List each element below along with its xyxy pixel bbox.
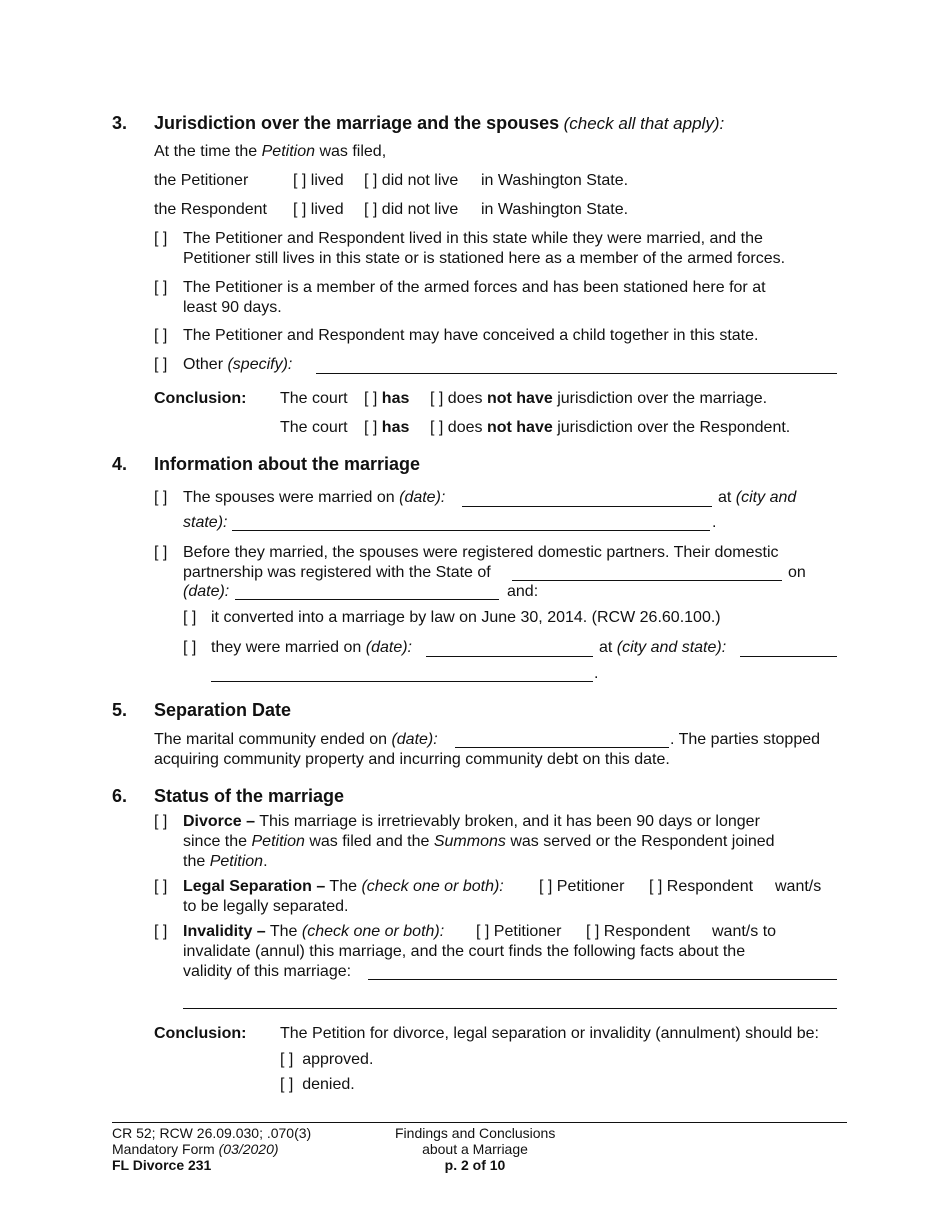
section-4-number: 4. [112,454,128,474]
period-1: . [712,514,717,531]
the-word: the [183,853,206,870]
respondent-label: the Respondent [154,201,267,218]
ls-respondent-checkbox[interactable] [649,878,753,896]
section-6-title: Status of the marriage [154,786,345,806]
legal-separation-line1 [183,878,504,896]
separation-date-input[interactable] [455,747,669,748]
checkbox-glyph: [ ] [364,390,378,407]
and-label: and: [507,583,539,600]
city-and-label: (city and [735,489,797,506]
footer-page-number: p. 2 of 10 [444,1157,506,1173]
section-5-number: 5. [112,700,128,720]
checkbox-glyph: [ ] [539,878,553,895]
petition-word: Petition [251,833,305,850]
ended-on-label: The marital community ended on [154,731,387,748]
section-3-title: Jurisdiction over the marriage and the spouses [154,113,560,133]
they-married-checkbox[interactable]: [ ] [183,639,197,656]
they-married-city-input-1[interactable] [740,656,837,657]
divorce-text-2a: since the [183,833,248,850]
check-one-note: (check one or both): [361,878,504,895]
dp-line1: Before they married, the spouses were registered domestic partners. Their domestic [183,544,779,561]
stopped-text: . The parties stopped [670,731,821,748]
petition-word: Petition [209,853,264,870]
invalidity-line3: validity of this marriage: [183,963,352,980]
separation-line1 [154,731,438,749]
divorce-text-2c: was served or the Respondent joined [510,833,775,850]
separation-line2: acquiring community property and incurring community debt on this date. [154,751,670,768]
approved-label: approved. [302,1051,374,1068]
denied-checkbox[interactable] [280,1076,355,1094]
has-label: has [381,419,410,436]
petitioner-lived-checkbox[interactable] [293,172,344,190]
the-word: The [269,923,298,940]
did-not-live-label: did not live [381,201,459,218]
mandatory-form-label: Mandatory Form [112,1141,215,1157]
married-on-text [183,489,445,507]
ls-petitioner-checkbox[interactable] [539,878,624,896]
divorce-label: Divorce – [183,813,256,830]
intro-petition: Petition [261,143,315,160]
not-have-label: not have [486,390,553,407]
not-have-jurisdiction-marriage-checkbox[interactable] [430,390,767,408]
date-label: (date): [391,731,438,748]
other-text: Other [183,356,224,373]
section-5-title: Separation Date [154,700,292,720]
s6-conclusion-text: The Petition for divorce, legal separation or invalidity (annulment) should be: [280,1025,819,1042]
inv-wants-to: want/s to [712,923,777,940]
divorce-line1 [183,813,760,831]
converted-text: it converted into a marriage by law on June 30, 2014. (RCW 26.60.100.) [211,609,721,626]
footer-middle [395,1125,555,1173]
checkbox-glyph: [ ] [280,1076,294,1093]
section-3-intro [154,143,386,161]
has-jurisdiction-respondent-checkbox[interactable] [364,419,409,437]
divorce-text-2b: was filed and the [309,833,430,850]
lived-label: lived [310,172,344,189]
legal-separation-line2: to be legally separated. [183,898,349,915]
jurisdiction-respondent-text: jurisdiction over the Respondent. [557,419,791,436]
inv-respondent-checkbox[interactable] [586,923,690,941]
section-3-number: 3. [112,113,128,133]
summons-word: Summons [433,833,506,850]
they-married-date-input[interactable] [426,656,593,657]
validity-facts-input-1[interactable] [368,979,837,980]
did-not-live-label: did not live [381,172,459,189]
other-specify-input[interactable] [316,373,837,374]
dp-state-input[interactable] [512,580,782,581]
checkbox-glyph: [ ] [649,878,663,895]
date-label: (date): [365,639,412,656]
petitioner-label: Petitioner [493,923,562,940]
checkbox-glyph: [ ] [430,419,444,436]
checkbox-glyph: [ ] [364,201,378,218]
checkbox-glyph: [ ] [280,1051,294,1068]
opt2-line1: The Petitioner is a member of the armed forces and has been stationed here for at [183,279,766,296]
the-word: The [329,878,357,895]
s3-conclusion-label: Conclusion: [154,390,247,407]
opt3-checkbox[interactable]: [ ] [154,327,168,344]
lived-label: lived [310,201,344,218]
intro-text-a: At the time the [154,143,258,160]
marriage-date-input[interactable] [462,506,712,507]
petitioner-in-wa: in Washington State. [481,172,629,189]
section-3-heading [154,113,724,134]
state-label: state): [183,514,228,531]
checkbox-glyph: [ ] [364,419,378,436]
ls-wants: want/s [775,878,822,895]
section-4-title: Information about the marriage [154,454,421,474]
has-jurisdiction-marriage-checkbox[interactable] [364,390,409,408]
form-date: (03/2020) [218,1141,279,1157]
footer-form-id: FL Divorce 231 [112,1157,212,1173]
footer-citation: CR 52; RCW 26.09.030; .070(3) [112,1125,312,1141]
on-label: on [788,564,806,581]
jurisdiction-marriage-text: jurisdiction over the marriage. [557,390,768,407]
section-3-title-note: (check all that apply): [563,114,725,133]
opt1-line2: Petitioner still lives in this state or is stationed here as a member of the armed forces. [183,250,786,267]
invalidity-label: Invalidity – [183,923,266,940]
invalidity-checkbox[interactable]: [ ] [154,923,168,940]
divorce-text-1: This marriage is irretrievably broken, and it has been 90 days or longer [259,813,760,830]
other-label [183,356,292,374]
footer-mandatory [112,1141,311,1157]
respondent-label: Respondent [666,878,754,895]
opt2-checkbox[interactable]: [ ] [154,279,168,296]
checkbox-glyph: [ ] [293,201,307,218]
they-married-city-input-2[interactable] [211,681,593,682]
court-text-2: The court [280,419,348,436]
opt1-checkbox[interactable]: [ ] [154,230,168,247]
dp-date-label: (date): [183,583,230,600]
married-on-checkbox[interactable]: [ ] [154,489,168,506]
checkbox-glyph: [ ] [364,172,378,189]
checkbox-glyph: [ ] [293,172,307,189]
does-label: does [447,390,483,407]
petitioner-label: the Petitioner [154,172,249,189]
has-label: has [381,390,410,407]
dp-date-input[interactable] [235,599,499,600]
footer-title-2: about a Marriage [422,1141,528,1157]
other-specify: (specify): [227,356,293,373]
petitioner-did-not-live-checkbox[interactable] [364,172,458,190]
court-text-1: The court [280,390,348,407]
s6-conclusion-label: Conclusion: [154,1025,247,1042]
divorce-line2 [183,833,775,851]
checkbox-glyph: [ ] [586,923,600,940]
invalidity-line2: invalidate (annul) this marriage, and the court finds the following facts about the [183,943,746,960]
at-label: at [718,489,732,506]
opt3-text: The Petitioner and Respondent may have conceived a child together in this state. [183,327,759,344]
respondent-lived-checkbox[interactable] [293,201,344,219]
at-city-and-label [718,489,796,507]
converted-checkbox[interactable]: [ ] [183,609,197,626]
at-city-state-label [599,639,726,657]
not-have-label: not have [486,419,553,436]
they-married-text [211,639,412,657]
domestic-partners-checkbox[interactable]: [ ] [154,544,168,561]
footer-rule [112,1122,847,1123]
check-one-note: (check one or both): [301,923,445,940]
checkbox-glyph: [ ] [476,923,490,940]
footer-left [112,1125,311,1173]
dp-line2: partnership was registered with the State of [183,564,491,581]
inv-petitioner-checkbox[interactable] [476,923,561,941]
not-have-jurisdiction-respondent-checkbox[interactable] [430,419,790,437]
petitioner-label: Petitioner [556,878,625,895]
date-label: (date): [399,489,446,506]
intro-text-c: was filed, [319,143,387,160]
approved-checkbox[interactable] [280,1051,373,1069]
section-6-number: 6. [112,786,128,806]
they-married-label: they were married on [211,639,362,656]
opt1-line1: The Petitioner and Respondent lived in this state while they were married, and the [183,230,763,247]
respondent-label: Respondent [603,923,691,940]
other-checkbox[interactable]: [ ] [154,356,168,373]
invalidity-line1 [183,923,444,941]
denied-label: denied. [302,1076,355,1093]
validity-facts-input-2[interactable] [183,1008,837,1009]
footer-title-1: Findings and Conclusions [395,1125,556,1141]
marriage-city-state-input[interactable] [232,530,710,531]
divorce-line3 [183,853,268,871]
married-on-label: The spouses were married on [183,489,395,506]
divorce-checkbox[interactable]: [ ] [154,813,168,830]
at-label: at [599,639,613,656]
respondent-did-not-live-checkbox[interactable] [364,201,458,219]
opt2-line2: least 90 days. [183,299,282,316]
legal-separation-checkbox[interactable]: [ ] [154,878,168,895]
checkbox-glyph: [ ] [430,390,444,407]
respondent-in-wa: in Washington State. [481,201,629,218]
legal-separation-label: Legal Separation – [183,878,326,895]
dot: . [263,853,268,870]
does-label: does [447,419,483,436]
city-state-label: (city and state): [616,639,727,656]
period-2: . [594,665,599,682]
